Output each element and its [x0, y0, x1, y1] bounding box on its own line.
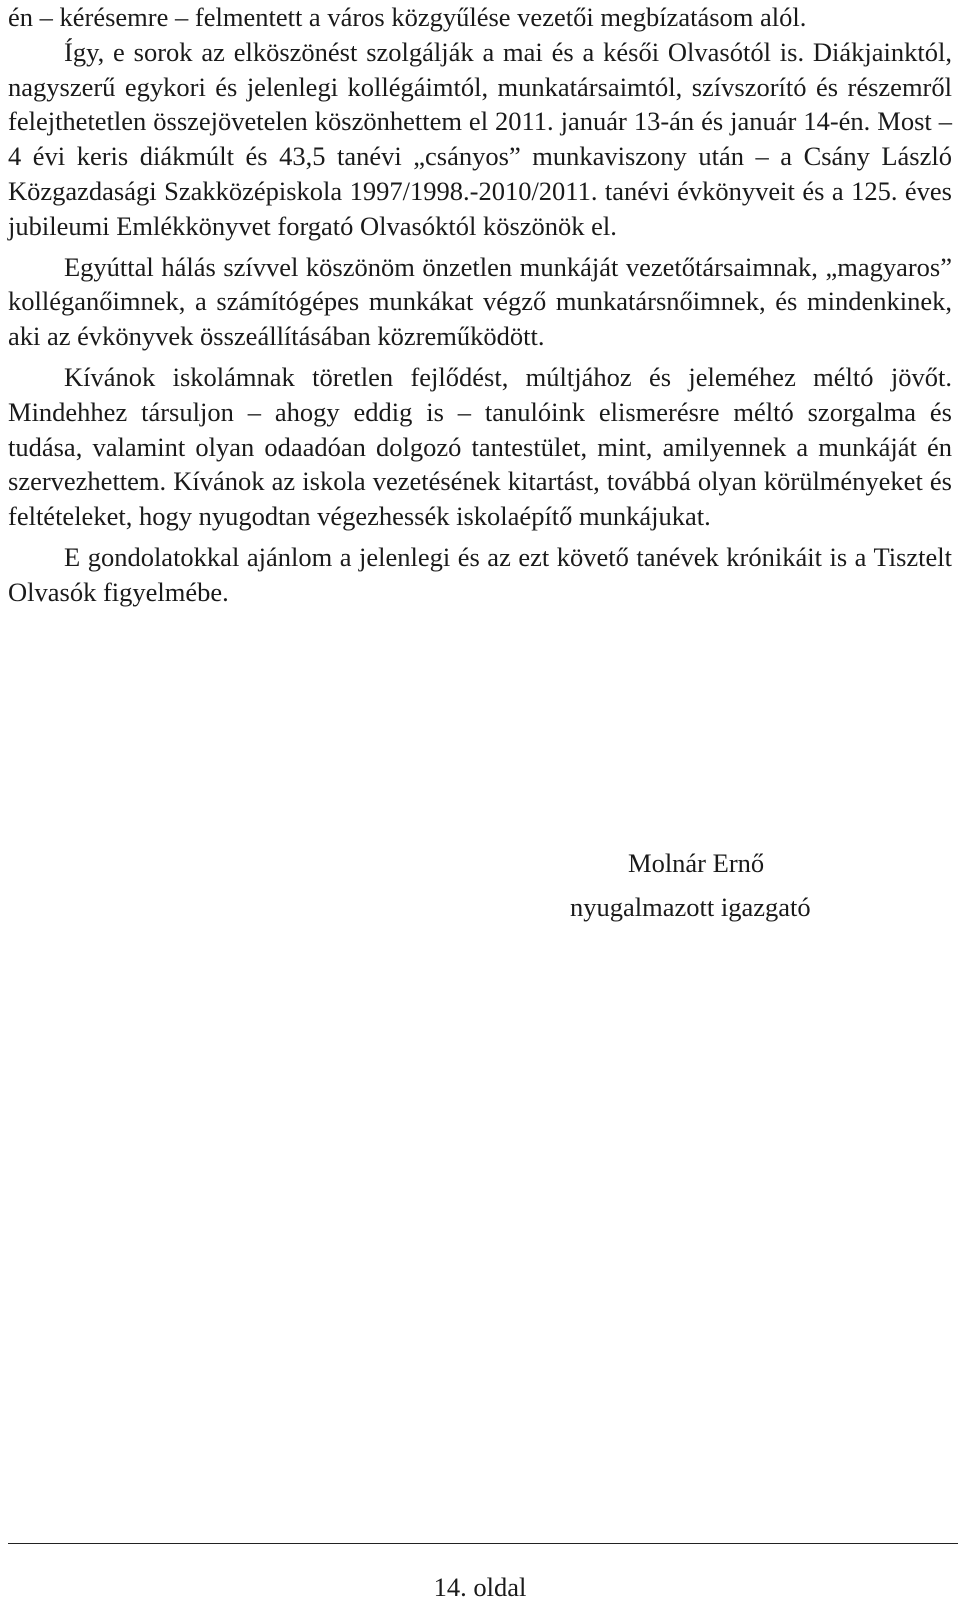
paragraph-wishes: Kívánok iskolámnak töretlen fejlődést, múltjához és jeleméhez méltó jövőt. Mindehhez társuljon – ahogy eddig is – tanulóink elismerésre méltó szorgalma és tudása, valamint olyan odaadóan dolgozó tantestület, mint, amilyennek a munkáját én szervezhettem. Kívánok az iskola vezetésének kitartást, továbbá olyan körülményeket és feltételeket, hogy nyugodtan végezhessék iskolaépítő munkájukat. [8, 361, 952, 532]
footer-divider [8, 1543, 958, 1544]
signature-name: Molnár Ernő [628, 848, 765, 878]
paragraph-farewell: Így, e sorok az elköszönést szolgálják a mai és a késői Olvasótól is. Diákjainktól, nagyszerű egykori és jelenlegi kollégáimtól, munkatársaimtól, szívszorító és részemről felejthetetlen összejövetelen köszönhettem el 2011. január 13-án és január 14-én. Most – 4 évi keris diákmúlt és 43,5 tanévi „csányos” munkaviszony után – a Csány László Közgazdasági Szakközépiskola 1997/1998.-2010/2011. tanévi évkönyveit és a 125. éves jubileumi Emlékkönyvet forgató Olvasóktól köszönök el. [8, 36, 952, 241]
page-number: 14. oldal [433, 1572, 527, 1602]
document-page [8, 0, 952, 610]
signature-title: nyugalmazott igazgató [570, 892, 811, 922]
paragraph-closing: E gondolatokkal ajánlom a jelenlegi és az ezt követő tanévek krónikáit is a Tisztelt Olvasók figyelmébe. [8, 541, 952, 607]
paragraph-continuation: én – kérésemre – felmentett a város közgyűlése vezetői megbízatásom alól. [8, 2, 807, 32]
paragraph-thanks: Egyúttal hálás szívvel köszönöm önzetlen munkáját vezetőtársaimnak, „magyaros” kolléganőimnek, a számítógépes munkákat végző munkatársnőimnek, és mindenkinek, aki az évkönyvek összeállításában közreműködött. [8, 251, 952, 352]
